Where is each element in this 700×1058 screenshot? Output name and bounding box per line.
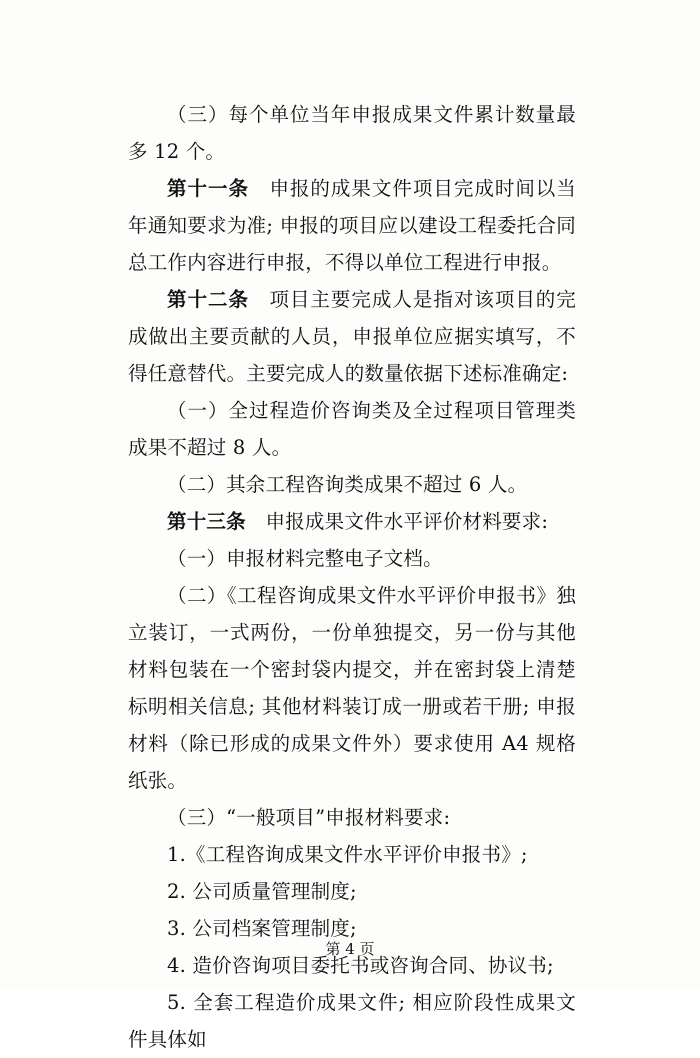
paragraph-text: （三）每个单位当年申报成果文件累计数量最多 12 个。	[128, 103, 576, 163]
paragraph-item-3-general	[128, 799, 576, 836]
paragraph-text: 5. 全套工程造价成果文件; 相应阶段性成果文件具体如	[128, 991, 576, 1051]
article-label: 第十二条	[167, 288, 249, 311]
paragraph-item-1-whole-process	[128, 392, 576, 466]
paragraph-item-3-count	[128, 96, 576, 170]
document-body	[128, 96, 576, 1058]
paragraph-text: （二）其余工程咨询类成果不超过 6 人。	[167, 473, 528, 496]
paragraph-text: （一）申报材料完整电子文档。	[167, 547, 443, 570]
article-label: 第十三条	[167, 510, 246, 533]
paragraph-article-12	[128, 281, 576, 392]
paragraph-item-2-other	[128, 466, 576, 503]
article-label: 第十一条	[167, 177, 249, 200]
paragraph-text: 项目主要完成人是指对该项目的完成做出主要贡献的人员，申报单位应据实填写，不得任意替代。主要完成人的数量依据下述标准确定:	[128, 288, 576, 385]
list-item-1	[128, 836, 576, 873]
paragraph-article-13	[128, 503, 576, 540]
list-item-5	[128, 984, 576, 1058]
paragraph-text: 2. 公司质量管理制度;	[167, 880, 357, 903]
paragraph-text: 4. 造价咨询项目委托书或咨询合同、协议书;	[167, 954, 554, 977]
paragraph-text: （一）全过程造价咨询类及全过程项目管理类成果不超过 8 人。	[128, 399, 576, 459]
list-item-2	[128, 873, 576, 910]
paragraph-text: （三）“一般项目”申报材料要求:	[167, 806, 451, 829]
paragraph-item-2-binding	[128, 577, 576, 799]
page-number: 第 4 页	[325, 940, 375, 958]
paragraph-text: 申报成果文件水平评价材料要求:	[245, 510, 549, 533]
paragraph-text: （二）《工程咨询成果文件水平评价申报书》独立装订，一式两份，一份单独提交，另一份与其他材料包装在一个密封袋内提交，并在密封袋上清楚标明相关信息; 其他材料装订成一册或若干册; 申报材料（除已形成的成果文件外）要求使用 A4 规格纸张。	[128, 584, 576, 792]
paragraph-item-1-materials	[128, 540, 576, 577]
paragraph-text: 1.《工程咨询成果文件水平评价申报书》;	[167, 843, 528, 866]
paragraph-text: 申报的成果文件项目完成时间以当年通知要求为准; 申报的项目应以建设工程委托合同总工作内容进行申报，不得以单位工程进行申报。	[128, 177, 576, 274]
paragraph-text: 3. 公司档案管理制度;	[167, 917, 357, 940]
paragraph-article-11	[128, 170, 576, 281]
